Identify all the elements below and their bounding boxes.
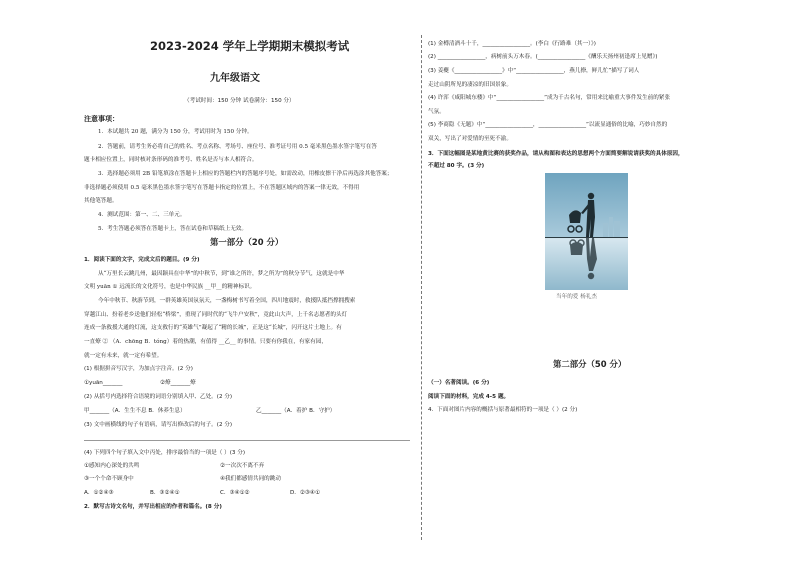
passage-line: 连成一条救援大通的灯流，这支救行的“英雄气”凝起了“精的长城”，正是这“长城”，闪开这片土地上。有: [84, 325, 342, 331]
q2-heading: 2．默写古诗文名句，并写出相应的作者和篇名。(8 分): [84, 504, 222, 510]
note-line: 4．测试范围：第一、二、三单元。: [98, 212, 186, 218]
passage-line: 穿越江山、扮着老乡送他们轻松“桥梁”，重现了同时代的“飞牛户安秋”，竟此山大声，上千名志愿者的头灯: [84, 312, 348, 318]
section1-heading: （一）名著阅读。(6 分): [428, 380, 490, 386]
q1-4-option-c[interactable]: C．③④①②: [220, 490, 250, 496]
poster-caption: 当年的爱 杨礼杰: [556, 294, 597, 300]
award-poster-image: [545, 173, 628, 290]
q1-1-answer-a[interactable]: ①yuān_______: [84, 380, 123, 386]
passage-line: 文明 yuān ① 远流长的文化符号，也是中华民族 __甲__的精神标识。: [84, 284, 256, 290]
q1-4-item-1: ①感知内心深处的共鸣: [84, 463, 140, 469]
note-line: 非选择题必须使用 0.5 毫米黑色墨水签字笔写在答题卡指定的位置上，不在答题区域内的答案一律无效，不得用: [84, 185, 360, 191]
q1-4-item-3: ③一个个命不顾身中: [84, 476, 134, 482]
passage-line: 一直燎 ② （A．chōng B．tóng）着的热潮，有值得 __乙__ 的事情。只要有你我在，有家有园，: [84, 339, 327, 345]
q1-2-answer-b[interactable]: 乙_______（A．着护 B．守护）: [256, 408, 336, 414]
q1-4-option-a[interactable]: A．①②④③: [84, 490, 114, 496]
passage-line: 今年中秋节、秋游节到，一群英雄英国氛氛天，一盏梅树书写着全国，四川地震时，救援队抵挡撑拥搜索: [98, 298, 356, 304]
exam-subject: 九年级语文: [210, 73, 260, 84]
exam-time-info: （考试时间：150 分钟 试卷满分：150 分）: [184, 98, 295, 104]
poster-illustration: [545, 173, 628, 290]
part2-heading: 第二部分（50 分）: [553, 359, 627, 369]
passage-line: 就一定有未来，就一定有希望。: [84, 353, 163, 359]
q2-line: 双关，写出了对爱情的至死不渝。: [428, 136, 512, 142]
q2-line[interactable]: (1) 金樽清酒斗十千，_________________。(李白《行路难（其一）》): [428, 41, 596, 47]
section1-instruction: 阅读下面的材料，完成 4-5 题。: [428, 394, 510, 400]
note-line: 其他笔答题。: [84, 198, 118, 204]
part1-heading: 第一部分（20 分）: [210, 237, 284, 247]
q1-1-prompt: (1) 根据拼音写汉字，为加点字注音。(2 分): [84, 366, 193, 372]
q1-4-item-2: ②一次次不离不弃: [220, 463, 265, 469]
q1-2-answer-a[interactable]: 甲_______（A．生生不息 B．休养生息）: [84, 408, 186, 414]
q1-1-answer-b[interactable]: ②燎_______燎: [160, 380, 196, 386]
q1-3-prompt: (3) 文中画横线的句子有语病，请写出修改后的句子。(2 分): [84, 422, 233, 428]
q3-heading-2: 不超过 80 字。(3 分): [428, 163, 485, 169]
column-divider: [421, 35, 422, 540]
q2-line: 走过山阴所见的凄凉的旧国景象。: [428, 82, 512, 88]
q1-4-prompt: (4) 下列四个句子填入文中丙处，排序最恰当的一项是（ ）(3 分): [84, 450, 246, 456]
note-line: 2．答题前，请考生务必将自己的姓名、考点名称、考场号、座位号、准考证号用 0.5 毫米黑色墨水签字笔写在答: [98, 144, 377, 150]
q2-line: 气氛。: [428, 109, 445, 115]
q1-4-item-4: ④我们都感情共同的跳动: [220, 476, 281, 482]
note-line: 5．考生答题必须答在答题卡上，答在试卷和草稿纸上无效。: [98, 226, 247, 232]
q2-line[interactable]: (2) _________________，病树前头万木春。(_________________《酬乐天扬州初逢席上见赠》): [428, 54, 658, 60]
note-line: 3．选择题必须用 2B 铅笔填涂在答题卡上相应的答题栏内的答题序号处，如需改动，用橡皮擦干净后再选涂其他答案；: [98, 171, 393, 177]
q2-line[interactable]: (3) 姜夔《_________________》中“_________________，燕儿撩，鲜儿忙”描写了词人: [428, 68, 640, 74]
q3-heading: 3．下面这幅图是某地黄比赛的获奖作品，请从构图和表达的思想两个方面简要解说请获奖的具体原因，: [428, 151, 684, 157]
q1-4-option-d[interactable]: D．②③④①: [290, 490, 320, 496]
q2-line[interactable]: (5) 李商隐《无题》中“_________________，_________________”以流显通俗的比喻，巧妙自然的: [428, 122, 668, 128]
q2-line[interactable]: (4) 许浑《咸阳城东楼》中“_________________”成为千古名句，常用来比喻重大事件发生前的紧张: [428, 95, 671, 101]
notes-title: 注意事项：: [84, 115, 119, 123]
exam-title: 2023-2024 学年上学期期末模拟考试: [150, 39, 350, 53]
answer-line[interactable]: [84, 440, 410, 441]
note-line: 1．本试题共 20 题，满分为 150 分，考试用时为 150 分钟。: [98, 129, 253, 135]
note-line: 题卡相应位置上，同时核对条形码的准考号、姓名是否与本人相符合。: [84, 157, 258, 163]
q1-heading: 1．阅读下面的文字，完成文后的题目。(9 分): [84, 257, 200, 263]
q4-prompt: 4．下面对图片内容的概括与原著最相符的一项是（ ）(2 分): [428, 407, 578, 413]
q1-4-option-b[interactable]: B．③②④①: [150, 490, 180, 496]
passage-line: 从“万里长云跳几州，最因颖具在中华”的中秋节，到“谁之所许，梦之所为”的秋分节气，这就是中华: [98, 271, 345, 277]
q1-2-prompt: (2) 从括号内选择符合语境的词语分别填入甲、乙处。(2 分): [84, 394, 233, 400]
